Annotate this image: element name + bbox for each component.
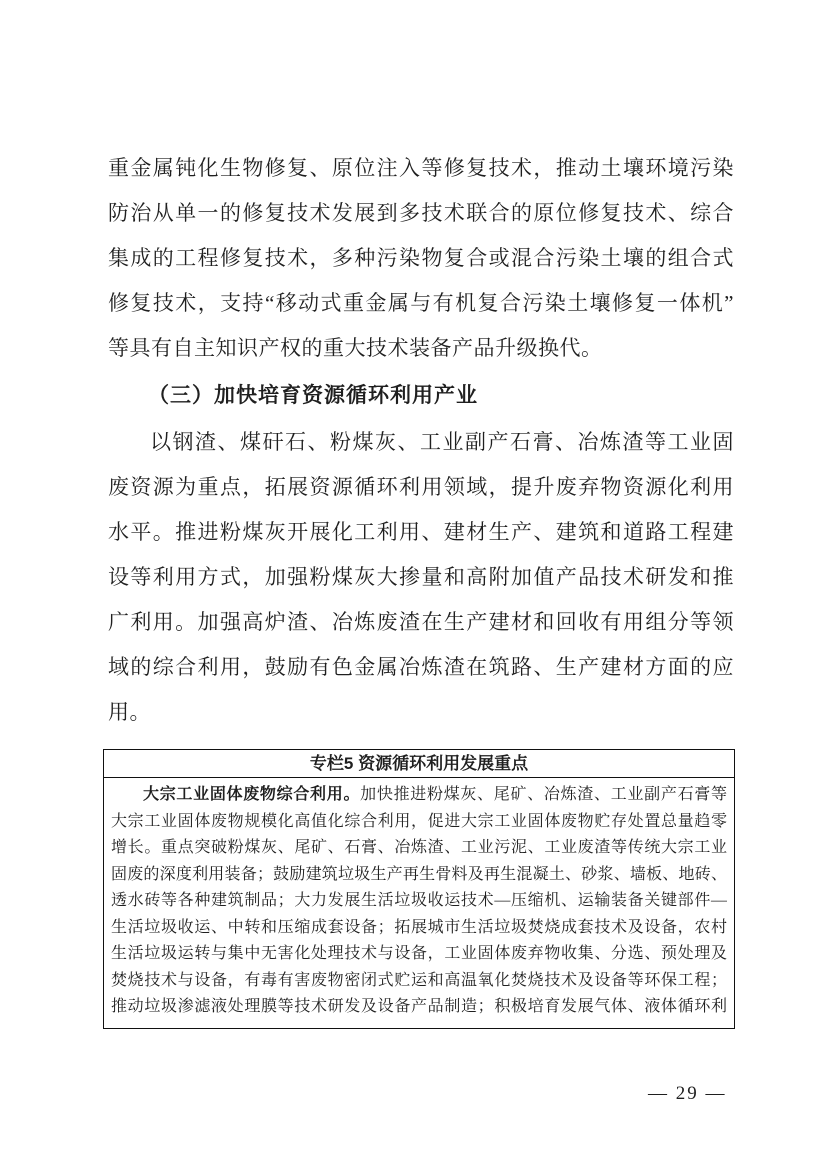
- text-line: 重金属钝化生物修复、原位注入等修复技术，推动土壤环境污染: [108, 156, 734, 180]
- column-box-title: 专栏5 资源循环利用发展重点: [104, 750, 734, 778]
- text-line: 水平。推进粉煤灰开展化工利用、建材生产、建筑和道路工程建: [108, 520, 734, 544]
- box-text-line: 增长。重点突破粉煤灰、尾矿、石膏、冶炼渣、工业污泥、工业废渣等传统大宗工业: [111, 839, 727, 856]
- text-line: 废资源为重点，拓展资源循环利用领域，提升废弃物资源化利用: [108, 475, 734, 499]
- section-heading-3: （三）加快培育资源循环利用产业: [148, 383, 478, 407]
- column-box-body: [104, 778, 734, 1028]
- paragraph-resource-recycling: [108, 420, 734, 735]
- text-line: 防治从单一的修复技术发展到多技术联合的原位修复技术、综合: [108, 201, 734, 225]
- box-text-line: [111, 782, 727, 809]
- box-text-line: 生活垃圾收运、中转和压缩成套设备；拓展城市生活垃圾焚烧成套技术及设备，农村: [111, 918, 727, 936]
- text-line: 域的综合利用，鼓励有色金属冶炼渣在筑路、生产建材方面的应: [108, 655, 734, 679]
- box-text-line: 焚烧技术与设备，有毒有害废物密闭式贮运和高温氧化焚烧技术及设备等环保工程；: [111, 971, 727, 989]
- text-line: 以钢渣、煤矸石、粉煤灰、工业副产石膏、冶炼渣等工业固: [150, 430, 734, 454]
- paragraph-soil-remediation: [108, 146, 734, 371]
- text-line: 广利用。加强高炉渣、冶炼废渣在生产建材和回收有用组分等领: [108, 610, 734, 634]
- box-text-line: 透水砖等各种建筑制品；大力发展生活垃圾收运技术—压缩机、运输装备关键部件—: [111, 892, 727, 909]
- page-number: — 29 —: [648, 1083, 727, 1104]
- text-line: 等具有自主知识产权的重大技术装备产品升级换代。: [108, 336, 603, 360]
- text-line: 集成的工程修复技术，多种污染物复合或混合污染土壤的组合式: [108, 246, 734, 270]
- box-text-line: 生活垃圾运转与集中无害化处理技术与设备，工业固体废弃物收集、分选、预处理及: [111, 945, 727, 962]
- text-line: 修复技术，支持“移动式重金属与有机复合污染土壤修复一体机”: [108, 291, 734, 315]
- text-line: 用。: [108, 700, 151, 724]
- column-box-5: [103, 749, 735, 1029]
- document-body: [108, 146, 734, 735]
- box-text-line: 大宗工业固体废物规模化高值化综合利用，促进大宗工业固体废物贮存处置总量趋零: [111, 812, 727, 830]
- box-lead-text: 加快推进粉煤灰、尾矿、冶炼渣、工业副产石膏等: [360, 786, 727, 803]
- box-text-line: 推动垃圾渗滤液处理膜等技术研发及设备产品制造；积极培育发展气体、液体循环利: [111, 998, 727, 1015]
- box-lead-label: 大宗工业固体废物综合利用。: [143, 786, 361, 803]
- text-line: 设等利用方式，加强粉煤灰大掺量和高附加值产品技术研发和推: [108, 565, 734, 589]
- box-text-line: 固废的深度利用装备；鼓励建筑垃圾生产再生骨料及再生混凝土、砂浆、墙板、地砖、: [111, 865, 727, 883]
